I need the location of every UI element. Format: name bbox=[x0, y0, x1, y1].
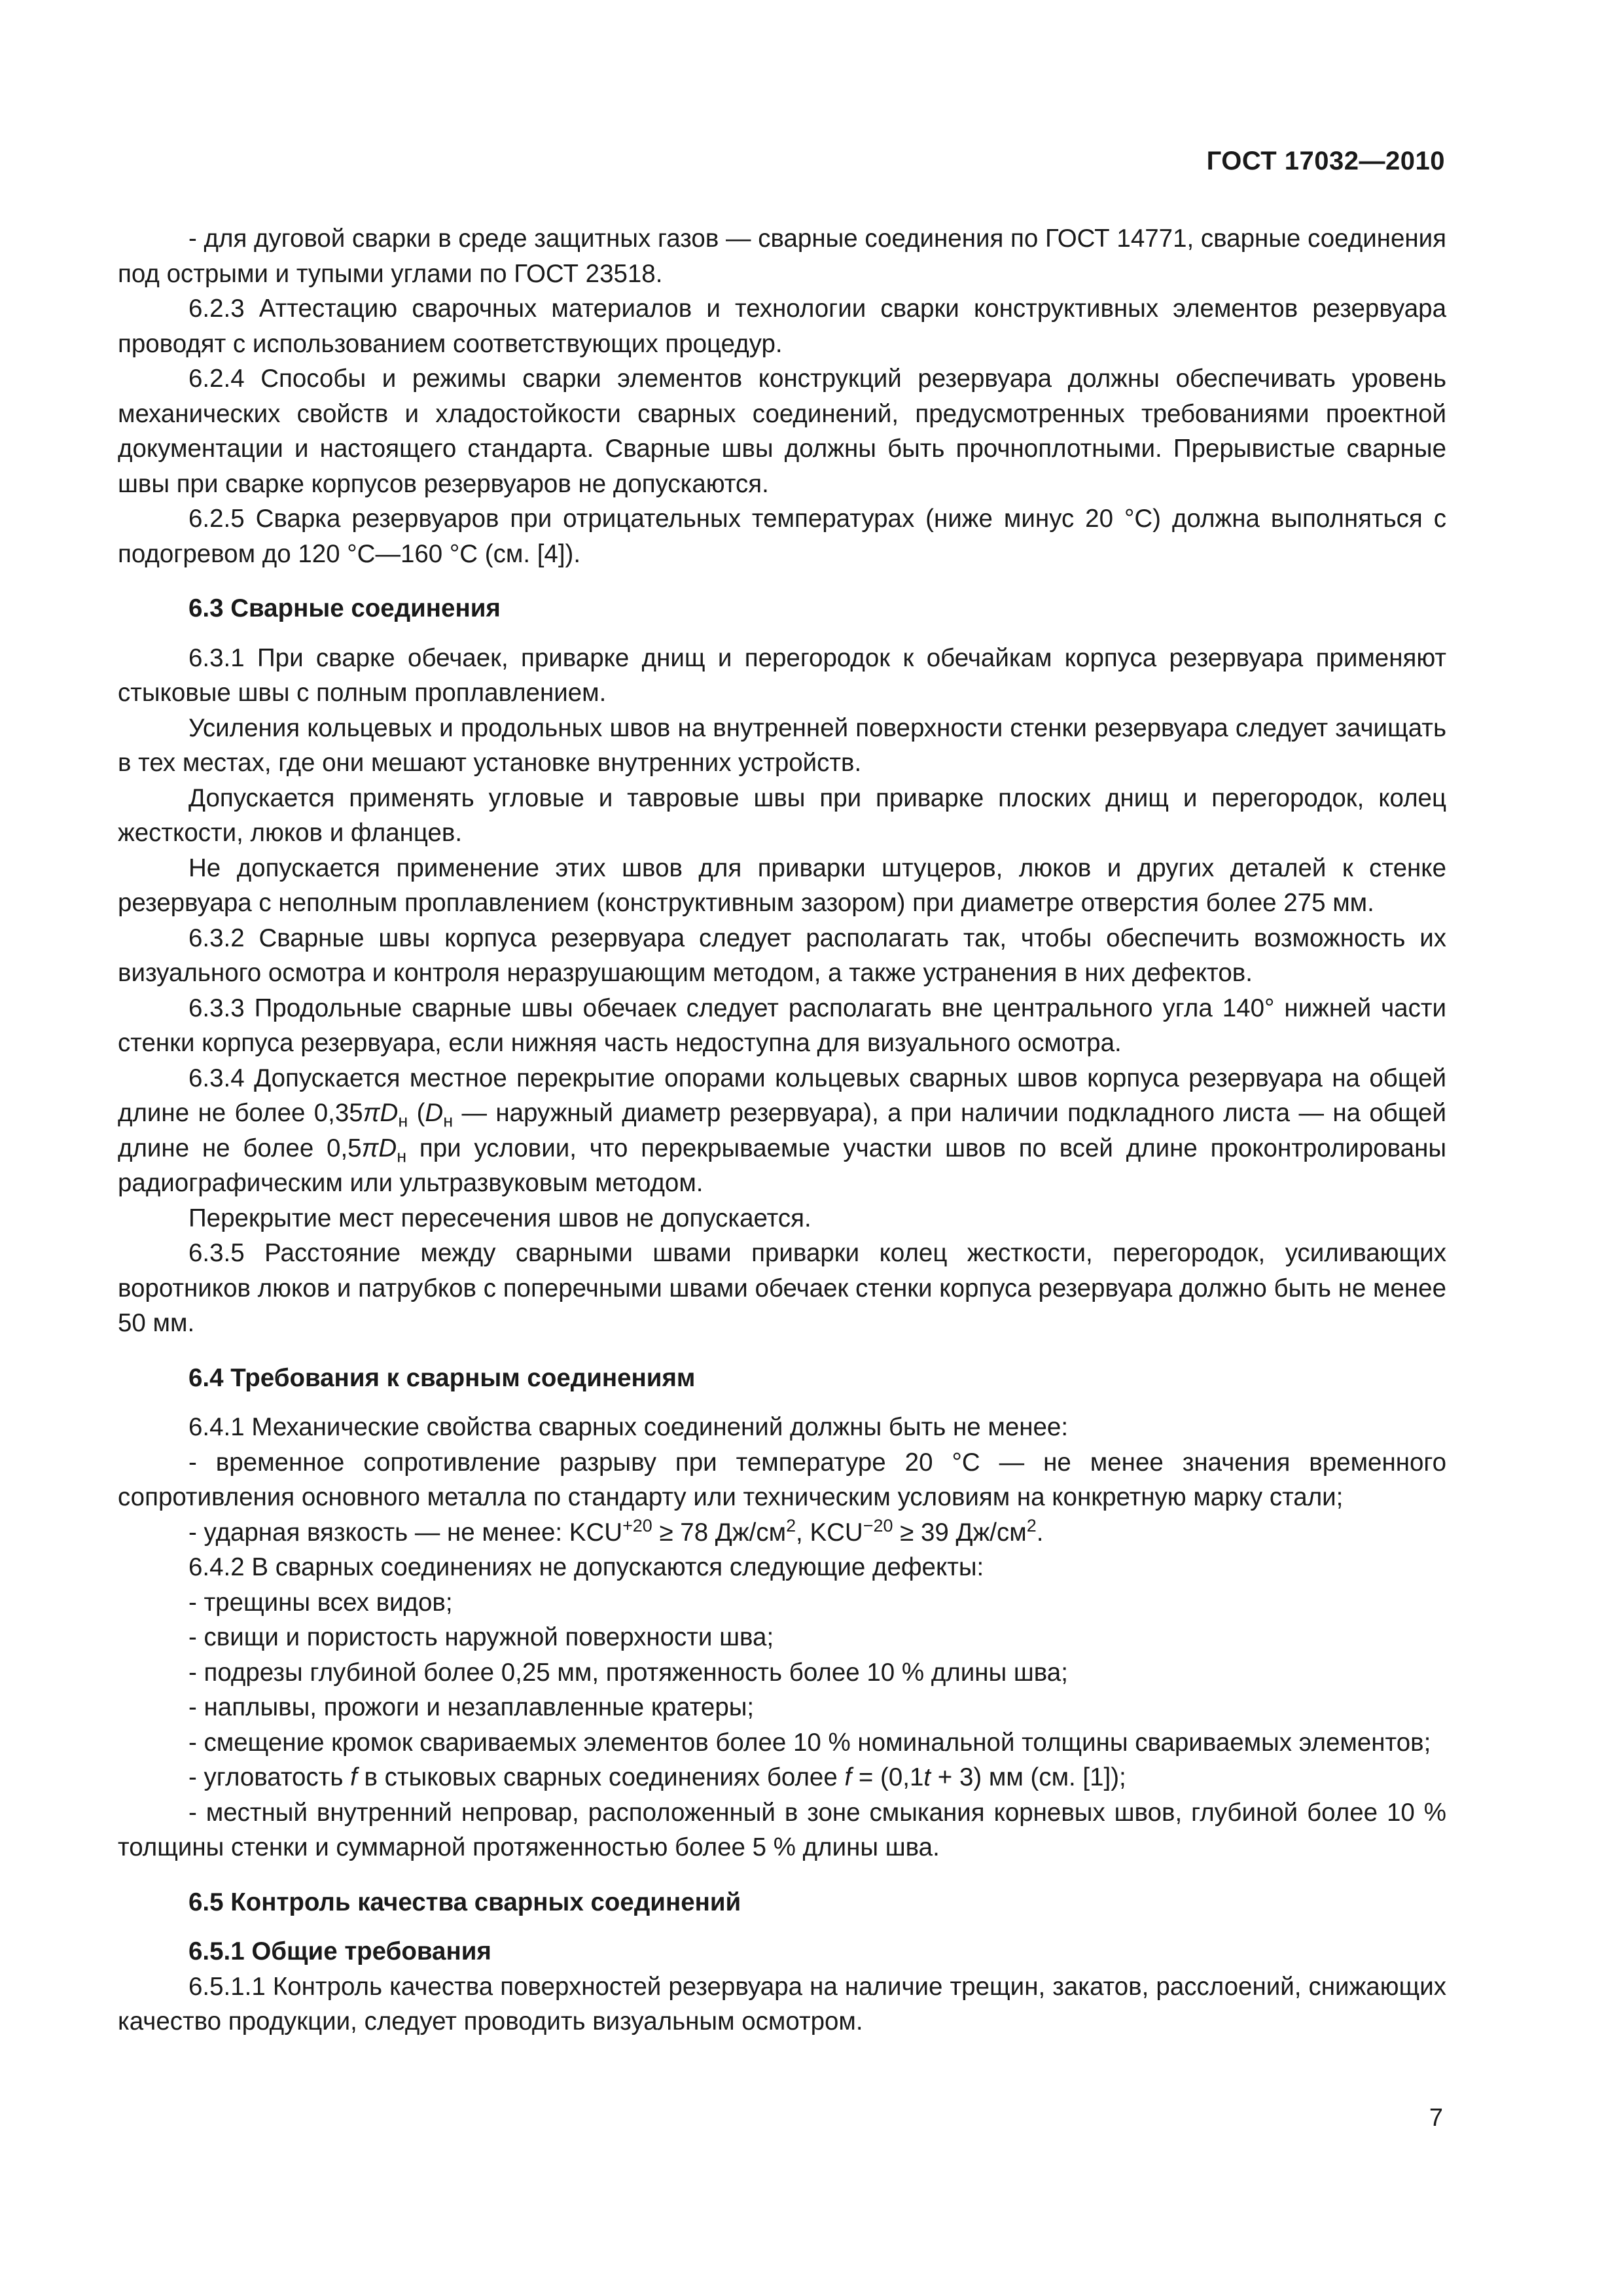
paragraph: Допускается применять угловые и тавровые швы при приварке плоских днищ и перегородок, колец жесткости, люков и фланцев. bbox=[118, 783, 1446, 847]
text-fragment: ≥ 39 Дж/см bbox=[893, 1518, 1027, 1547]
page-number: 7 bbox=[1429, 2104, 1443, 2132]
text-fragment: при условии, что перекрываемые участки швов по всей длине проконтролированы радиографическим или ультразвуковым методом. bbox=[118, 1134, 1447, 1197]
section-heading-6-3: 6.3 Сварные соединения bbox=[188, 594, 501, 622]
section-heading-6-5: 6.5 Контроль качества сварных соединений bbox=[188, 1888, 741, 1916]
document-code-header: ГОСТ 17032—2010 bbox=[1206, 147, 1445, 175]
formula-subscript: н bbox=[397, 1146, 407, 1166]
superscript: +20 bbox=[622, 1515, 652, 1535]
formula-subscript: н bbox=[398, 1111, 408, 1131]
clause-6-4-1: 6.4.1 Механические свойства сварных соединений должны быть не менее: bbox=[188, 1413, 1069, 1441]
clause-6-3-1: 6.3.1 При сварке обечаек, приварке днищ и перегородок к обечайкам корпуса резервуара применяют стыковые швы с полным проплавлением. bbox=[118, 643, 1446, 707]
text-fragment: ( bbox=[408, 1099, 425, 1127]
formula-symbol: D bbox=[378, 1134, 397, 1162]
text-fragment: , KCU bbox=[796, 1518, 863, 1547]
paragraph: Усиления кольцевых и продольных швов на внутренней поверхности стенки резервуара следует зачищать в тех местах, где они мешают установке внутренних устройств. bbox=[118, 713, 1446, 777]
list-item: - временное сопротивление разрыву при температуре 20 °С — не менее значения временного сопротивления основного металла по стандарту или техническим условиям на конкретную марку стали; bbox=[118, 1448, 1446, 1511]
text-fragment: + 3) мм (см. [1]); bbox=[931, 1763, 1126, 1791]
text-fragment: = (0,1 bbox=[851, 1763, 924, 1791]
superscript: 2 bbox=[786, 1515, 796, 1535]
superscript: 2 bbox=[1026, 1515, 1037, 1535]
text-fragment: - угловатость bbox=[188, 1763, 351, 1791]
paragraph: - для дуговой сварки в среде защитных газов — сварные соединения по ГОСТ 14771, сварные соединения под острыми и тупыми углами по ГОСТ 23518. bbox=[118, 224, 1446, 288]
clause-6-2-5: 6.2.5 Сварка резервуаров при отрицательных температурах (ниже минус 20 °С) должна выполняться с подогревом до 120 °С—160 °С (см. [4]). bbox=[118, 505, 1446, 568]
list-item: - местный внутренний непровар, расположенный в зоне смыкания корневых швов, глубиной более 10 % толщины стенки и суммарной протяженностью более 5 % длины шва. bbox=[118, 1798, 1446, 1861]
list-item: - смещение кромок свариваемых элементов более 10 % номинальной толщины свариваемых элементов; bbox=[188, 1728, 1431, 1757]
formula-subscript: н bbox=[443, 1111, 454, 1131]
clause-6-4-2: 6.4.2 В сварных соединениях не допускаются следующие дефекты: bbox=[188, 1553, 984, 1581]
clause-6-3-3: 6.3.3 Продольные сварные швы обечаек следует располагать вне центрального угла 140° нижней части стенки корпуса резервуара, если нижняя часть недоступна для визуального осмотра. bbox=[118, 994, 1446, 1057]
document-body bbox=[118, 221, 1446, 2039]
formula-symbol: π bbox=[363, 1099, 380, 1127]
formula-symbol: f bbox=[844, 1763, 852, 1791]
list-item: - наплывы, прожоги и незаплавленные кратеры; bbox=[188, 1693, 755, 1721]
clause-6-5-1-1: 6.5.1.1 Контроль качества поверхностей резервуара на наличие трещин, закатов, расслоений, снижающих качество продукции, следует проводить визуальным осмотром. bbox=[118, 1972, 1446, 2036]
text-fragment: . bbox=[1036, 1518, 1044, 1547]
text-fragment: — наружный диаметр резервуара), а при наличии подкладного листа — на общей длине не более 0,5 bbox=[118, 1099, 1446, 1162]
paragraph: Не допускается применение этих швов для приварки штуцеров, люков и других деталей к стенке резервуара с неполным проплавлением (конструктивным зазором) при диаметре отверстия более 275 мм. bbox=[118, 853, 1446, 917]
text-fragment: ≥ 78 Дж/см bbox=[652, 1518, 787, 1547]
list-item bbox=[118, 1760, 1446, 1795]
section-heading-6-4: 6.4 Требования к сварным соединениям bbox=[188, 1363, 696, 1392]
formula-symbol: D bbox=[425, 1099, 444, 1127]
paragraph: Перекрытие мест пересечения швов не допускается. bbox=[188, 1204, 812, 1232]
text-fragment: - ударная вязкость — не менее: KCU bbox=[188, 1518, 623, 1547]
text-fragment: 6.3.4 Допускается местное перекрытие опорами кольцевых сварных швов корпуса резервуара на общей длине не более 0,35 bbox=[118, 1064, 1446, 1127]
list-item: - подрезы глубиной более 0,25 мм, протяженность более 10 % длины шва; bbox=[188, 1658, 1068, 1687]
clause-6-2-3: 6.2.3 Аттестацию сварочных материалов и технологии сварки конструктивных элементов резервуара проводят с использованием соответствующих процедур. bbox=[118, 295, 1446, 358]
formula-symbol: π bbox=[361, 1134, 379, 1162]
text-fragment: в стыковых сварных соединениях более bbox=[357, 1763, 845, 1791]
list-item bbox=[118, 1515, 1446, 1551]
formula-symbol: t bbox=[923, 1763, 931, 1791]
superscript: −20 bbox=[863, 1515, 893, 1535]
clause-6-3-2: 6.3.2 Сварные швы корпуса резервуара следует располагать так, чтобы обеспечить возможность их визуального осмотра и контроля неразрушающим методом, а также устранения в них дефектов. bbox=[118, 924, 1446, 987]
formula-symbol: D bbox=[380, 1099, 399, 1127]
formula-symbol: f bbox=[350, 1763, 357, 1791]
clause-6-3-4 bbox=[118, 1061, 1446, 1201]
list-item: - трещины всех видов; bbox=[188, 1588, 453, 1617]
clause-6-3-5: 6.3.5 Расстояние между сварными швами приварки колец жесткости, перегородок, усиливающих воротников люков и патрубков с поперечными швами обечаек стенки корпуса резервуара должно быть не менее 50 мм. bbox=[118, 1239, 1446, 1337]
list-item: - свищи и пористость наружной поверхности шва; bbox=[188, 1623, 774, 1651]
subsection-heading-6-5-1: 6.5.1 Общие требования bbox=[188, 1937, 491, 1965]
clause-6-2-4: 6.2.4 Способы и режимы сварки элементов конструкций резервуара должны обеспечивать уровень механических свойств и хладостойкости сварных соединений, предусмотренных требованиями проектной документации и настоящего стандарта. Сварные швы должны быть прочноплотными. Прерывистые сварные швы при сварке корпусов резервуаров не допускаются. bbox=[118, 365, 1446, 498]
